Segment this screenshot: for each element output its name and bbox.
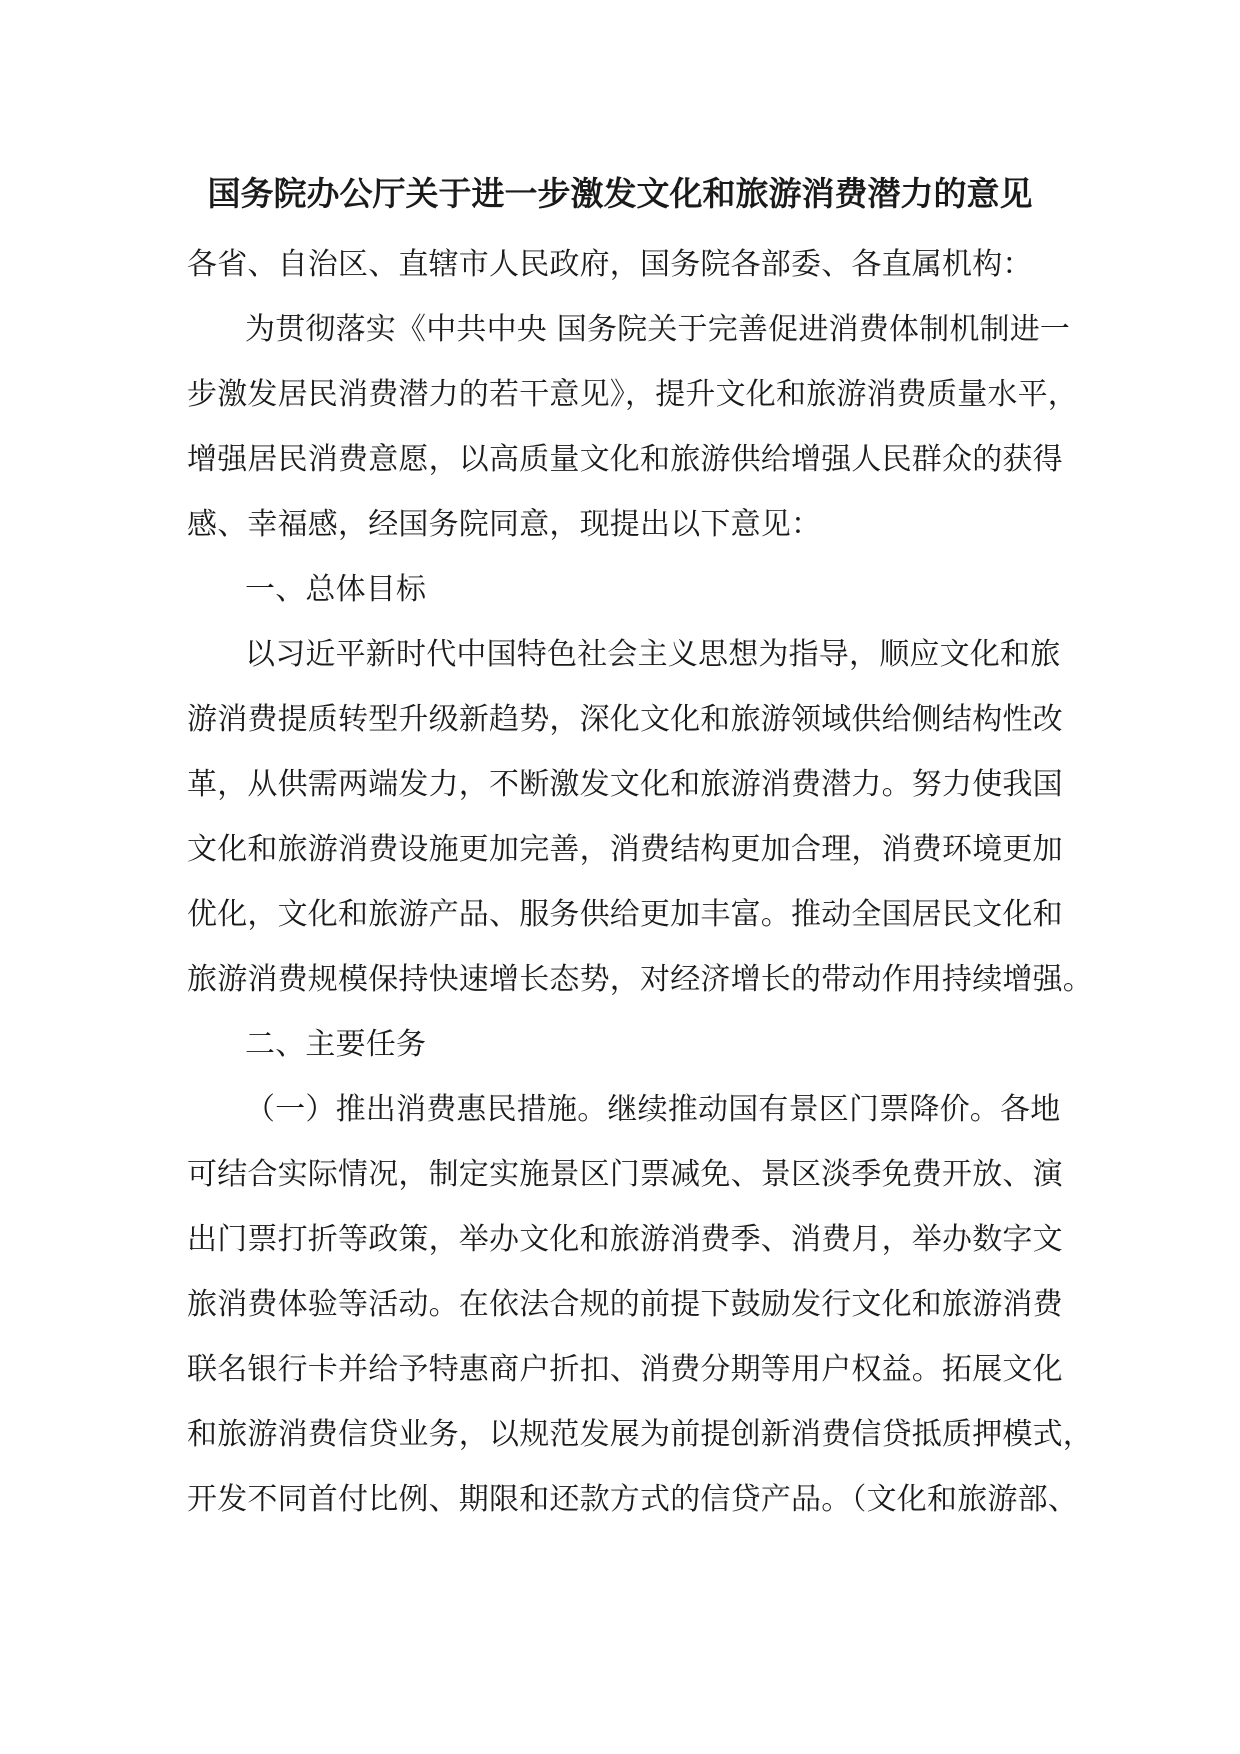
document-title: 国务院办公厅关于进一步激发文化和旅游消费潜力的意见 [207,174,1033,213]
paragraph-line: 增强居民消费意愿，以高质量文化和旅游供给增强人民群众的获得 [187,442,1063,477]
paragraph-line: 可结合实际情况，制定实施景区门票减免、景区淡季免费开放、演 [187,1157,1063,1192]
paragraph-line: 旅消费体验等活动。在依法合规的前提下鼓励发行文化和旅游消费 [187,1287,1063,1322]
paragraph-line: 优化，文化和旅游产品、服务供给更加丰富。推动全国居民文化和 [187,897,1063,932]
paragraph-line: 出门票打折等政策，举办文化和旅游消费季、消费月，举办数字文 [187,1222,1063,1257]
paragraph-line: 联名银行卡并给予特惠商户折扣、消费分期等用户权益。拓展文化 [187,1352,1063,1387]
paragraph-line: 以习近平新时代中国特色社会主义思想为指导，顺应文化和旅 [245,637,1061,672]
salutation-line: 各省、自治区、直辖市人民政府，国务院各部委、各直属机构： [187,247,1033,282]
paragraph-line: 游消费提质转型升级新趋势，深化文化和旅游领域供给侧结构性改 [187,702,1063,737]
paragraph-line: 感、幸福感，经国务院同意，现提出以下意见： [187,507,822,542]
paragraph-line: （一）推出消费惠民措施。继续推动国有景区门票降价。各地 [245,1092,1061,1127]
document-body [187,232,1093,1532]
paragraph-line: 文化和旅游消费设施更加完善，消费结构更加合理，消费环境更加 [187,832,1063,867]
section-heading: 一、总体目标 [245,572,427,607]
section-heading: 二、主要任务 [245,1027,427,1062]
paragraph-line: 和旅游消费信贷业务，以规范发展为前提创新消费信贷抵质押模式， [187,1417,1093,1452]
paragraph-line: 为贯彻落实《中共中央 国务院关于完善促进消费体制机制进一 [245,312,1071,347]
paragraph-line: 革，从供需两端发力，不断激发文化和旅游消费潜力。努力使我国 [187,767,1063,802]
paragraph-line: 步激发居民消费潜力的若干意见》，提升文化和旅游消费质量水平， [187,377,1078,412]
paragraph-line: 旅游消费规模保持快速增长态势，对经济增长的带动作用持续增强。 [187,962,1093,997]
paragraph-line: 开发不同首付比例、期限和还款方式的信贷产品。（文化和旅游部、 [187,1482,1078,1517]
